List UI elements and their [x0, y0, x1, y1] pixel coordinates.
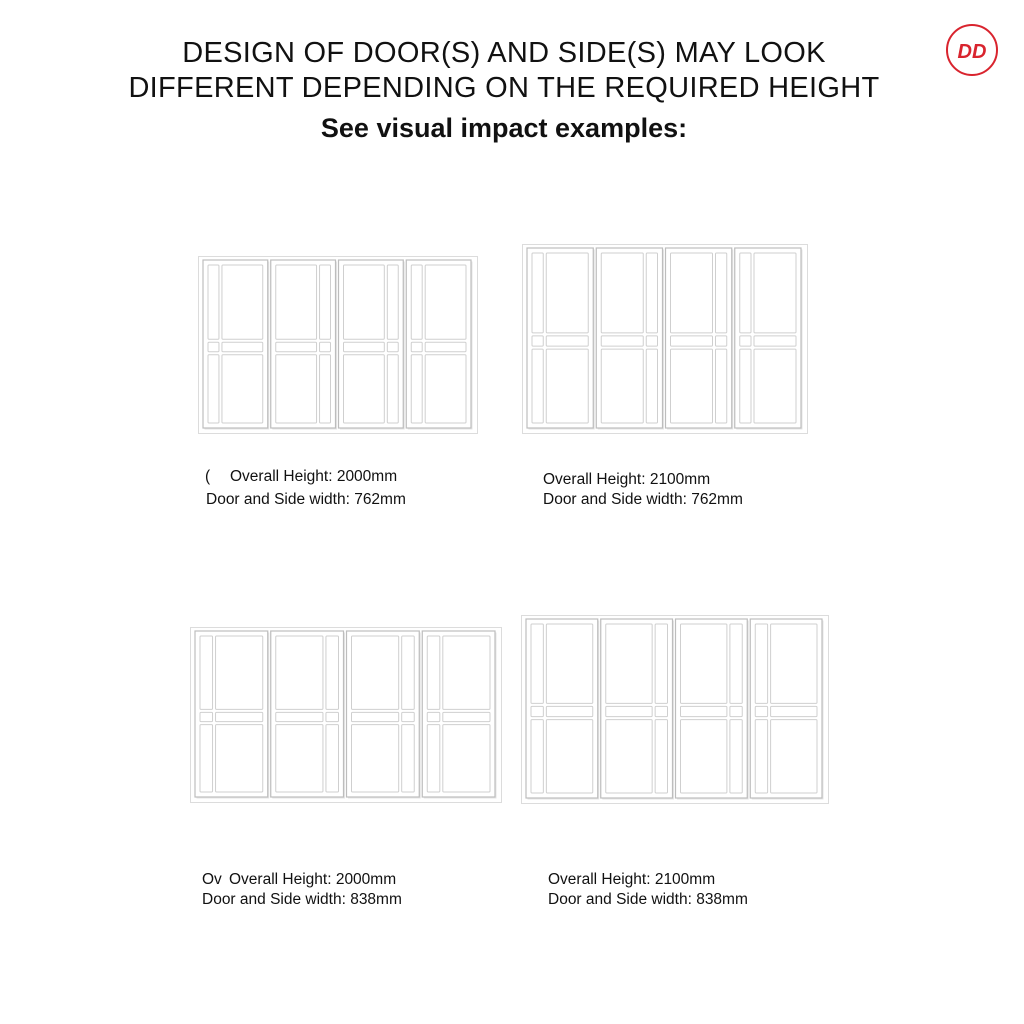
dd-logo-icon — [946, 24, 998, 76]
headline-line-1: DESIGN OF DOOR(S) AND SIDE(S) MAY LOOK — [182, 37, 826, 69]
door-panel — [526, 619, 599, 800]
door-set-example-3 — [190, 627, 504, 805]
door-panel — [406, 260, 472, 430]
caption-stub-3: Ov — [202, 871, 222, 888]
door-panel — [203, 260, 269, 430]
caption-width-1: Door and Side width: 762mm — [206, 491, 406, 508]
logo-text: DD — [957, 41, 987, 63]
door-panel — [271, 260, 337, 430]
door-panel — [601, 619, 674, 800]
caption-width-2: Door and Side width: 762mm — [543, 491, 743, 508]
door-panel — [527, 248, 595, 430]
door-panel — [271, 631, 345, 799]
door-set-example-1 — [198, 256, 480, 436]
caption-stub-1: ( — [205, 468, 211, 485]
door-panel — [676, 619, 749, 800]
door-panel — [347, 631, 421, 799]
door-set-example-4 — [521, 615, 831, 806]
door-panel — [666, 248, 734, 430]
door-panel — [339, 260, 405, 430]
headline-line-2: DIFFERENT DEPENDING ON THE REQUIRED HEIGHT — [128, 72, 880, 104]
caption-height-2: Overall Height: 2100mm — [543, 471, 711, 488]
door-panel — [422, 631, 496, 799]
caption-width-4: Door and Side width: 838mm — [548, 891, 748, 908]
caption-width-3: Door and Side width: 838mm — [202, 891, 402, 908]
door-panel — [735, 248, 803, 430]
caption-height-1: Overall Height: 2000mm — [230, 468, 398, 485]
door-set-example-2 — [522, 244, 810, 436]
subtitle: See visual impact examples: — [320, 113, 688, 143]
caption-height-4: Overall Height: 2100mm — [548, 871, 716, 888]
door-panel — [596, 248, 664, 430]
door-panel — [750, 619, 823, 800]
door-panel — [195, 631, 269, 799]
caption-height-3: Overall Height: 2000mm — [229, 871, 397, 888]
